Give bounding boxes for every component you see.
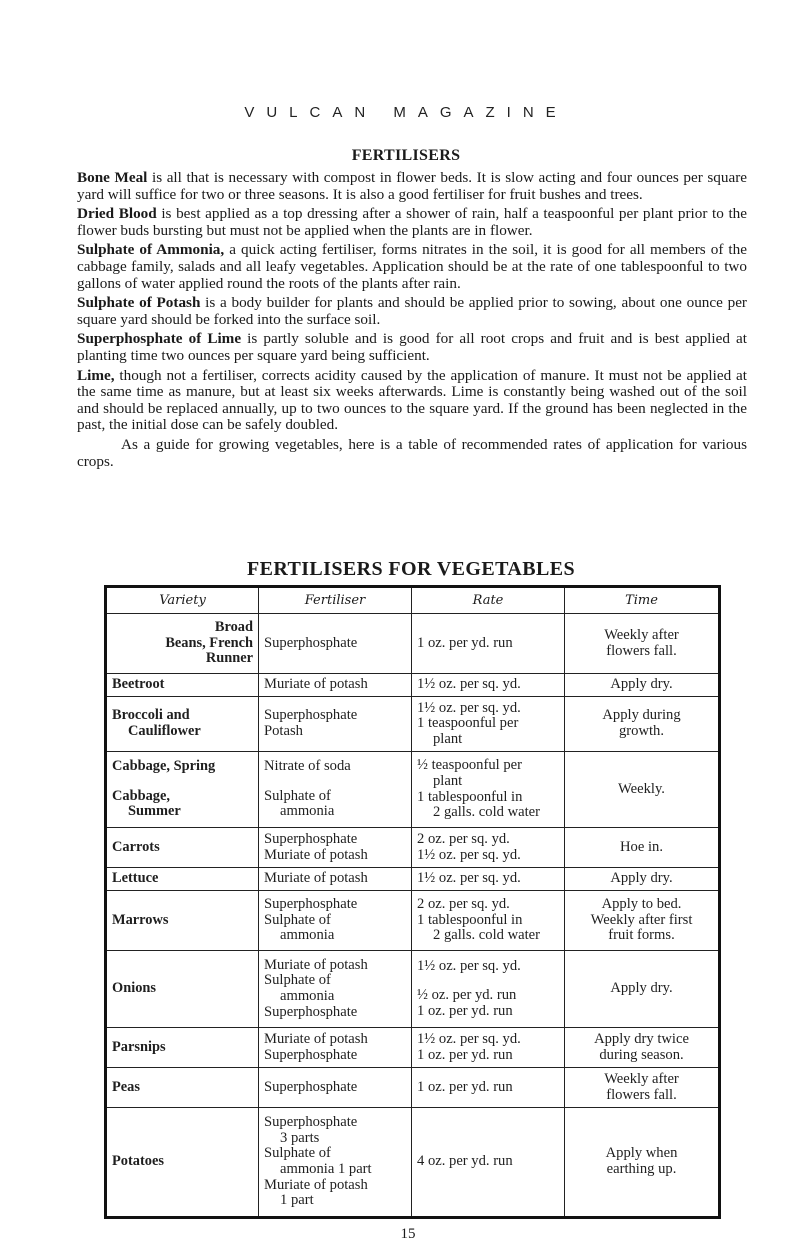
variety-cell: [106, 951, 259, 1028]
table-body: [106, 614, 720, 1218]
variety-line: Broad: [214, 619, 253, 636]
fertiliser-line: Potash: [264, 723, 303, 739]
fertiliser-cell: [259, 1068, 412, 1108]
fertiliser-line: Superphosphate: [264, 896, 358, 913]
fertiliser-cell: [259, 752, 412, 828]
variety-line: Peas: [112, 1078, 140, 1095]
table-title: FERTILISERS FOR VEGETABLES: [247, 558, 575, 580]
variety-line: Cabbage, Spring: [112, 758, 216, 775]
time-cell: [565, 951, 720, 1028]
table-header-row: [106, 587, 720, 614]
fertiliser-line: Muriate of potash: [264, 846, 368, 863]
fertiliser-cell: [259, 614, 412, 674]
table-row: [106, 1068, 720, 1108]
table-row: [106, 828, 720, 868]
rate-cell: [412, 868, 565, 891]
variety-cell: [106, 828, 259, 868]
fertiliser-line: Superphosphate: [264, 830, 358, 847]
paragraph-intro: As a guide for growing vegetables, here is a table of recommended rates of application for various crops.: [77, 435, 747, 470]
variety-line: Summer: [128, 803, 181, 820]
time-cell: [565, 752, 720, 828]
time-line: flowers fall.: [606, 642, 677, 659]
variety-cell: [106, 614, 259, 674]
variety-line: Beetroot: [112, 676, 165, 693]
fertiliser-line: ammonia: [280, 927, 335, 944]
variety-line: Onions: [112, 980, 156, 997]
fertiliser-cell: [259, 674, 412, 697]
variety-cell: [106, 1068, 259, 1108]
time-line: Apply when: [605, 1145, 678, 1162]
time-cell: [565, 1108, 720, 1218]
time-cell: [565, 828, 720, 868]
fertiliser-line: ammonia: [280, 803, 335, 820]
time-cell: [565, 697, 720, 752]
column-header-variety: Variety: [106, 587, 259, 614]
rate-cell: [412, 828, 565, 868]
rate-line: 1 teaspoonful per: [417, 715, 519, 732]
fertiliser-line: ammonia 1 part: [280, 1161, 372, 1177]
variety-line: Broccoli and: [112, 707, 190, 724]
paragraph-superphosphate: Superphosphate of Lime is partly soluble and is good for all root crops and fruit and is best applied at planting time two ounces per square yard being sufficient.: [77, 330, 748, 364]
rate-cell: [412, 1028, 565, 1068]
variety-line: Runner: [205, 650, 253, 667]
fertiliser-table: [104, 585, 721, 1219]
fertiliser-line: Superphosphate: [264, 1003, 358, 1020]
fertiliser-line: Muriate of potash: [264, 1176, 368, 1193]
time-line: Apply dry twice: [594, 1030, 689, 1047]
rate-line: 1 tablespoonful in: [417, 788, 523, 805]
rate-line: plant: [433, 772, 463, 789]
term: Sulphate of Ammonia,: [77, 241, 225, 259]
variety-cell: [106, 674, 259, 697]
term: Lime,: [77, 366, 115, 384]
table-row: [106, 1028, 720, 1068]
variety-cell: [106, 891, 259, 951]
rate-line: ½ teaspoonful per: [417, 757, 522, 774]
fertiliser-cell: [259, 828, 412, 868]
fertiliser-cell: [259, 951, 412, 1028]
rate-line: 1 oz. per yd. run: [417, 634, 513, 651]
fertiliser-line: Superphosphate: [264, 1078, 358, 1095]
fertiliser-cell: [259, 1028, 412, 1068]
time-cell: [565, 1068, 720, 1108]
term: Bone Meal: [77, 169, 148, 186]
time-line: Weekly after first: [590, 911, 693, 928]
fertiliser-line: Superphosphate: [264, 1046, 358, 1063]
fertiliser-cell: [259, 697, 412, 752]
variety-line: Beans, French: [165, 634, 253, 651]
article-title: FERTILISERS: [351, 147, 461, 164]
variety-cell: [106, 752, 259, 828]
paragraph-dried-blood: Dried Blood is best applied as a top dressing after a shower of rain, half a teaspoonful per plant prior to the flower buds bursting but must not be applied when the plants are in flower.: [77, 205, 747, 239]
paragraph-lime: Lime, though not a fertiliser, corrects acidity caused by the application of manure. It must not be applied at the same time as manure, but at least six weeks afterwards. Lime is constantly being washed out of the soil and should be replaced annually, up to two ounces to the square yard. If the ground has been neglected in the past, the initial dose can be safely doubled.: [77, 366, 747, 434]
page-number: 15: [400, 1226, 416, 1242]
variety-line: Lettuce: [112, 870, 159, 887]
fertiliser-line: Superphosphate: [264, 707, 358, 724]
rate-line: plant: [433, 730, 463, 747]
rate-line: 1½ oz. per sq. yd.: [417, 846, 521, 863]
fertiliser-table-container: [104, 585, 718, 1219]
time-cell: [565, 674, 720, 697]
variety-cell: [106, 697, 259, 752]
time-line: earthing up.: [606, 1161, 677, 1177]
fertiliser-line: Muriate of potash: [264, 1030, 368, 1047]
fertiliser-line: 3 parts: [280, 1129, 320, 1146]
table-row: [106, 951, 720, 1028]
variety-cell: [106, 1108, 259, 1218]
rate-line: 1½ oz. per sq. yd.: [417, 957, 521, 974]
rate-line: 1½ oz. per sq. yd.: [417, 699, 521, 716]
rate-line: 2 oz. per sq. yd.: [417, 830, 510, 847]
paragraph-sulphate-potash: Sulphate of Potash is a body builder for plants and should be applied prior to sowing, about one ounce per square yard should be forked into the surface soil.: [77, 294, 747, 328]
rate-line: ½ oz. per yd. run: [417, 987, 517, 1004]
time-line: Apply dry.: [610, 870, 673, 887]
time-line: growth.: [619, 723, 664, 739]
fertiliser-line: Superphosphate: [264, 634, 358, 651]
rate-line: 2 galls. cold water: [433, 927, 540, 944]
paragraph-sulphate-ammonia: Sulphate of Ammonia, a quick acting fertiliser, forms nitrates in the soil, it is good for all members of the cabbage family, salads and all leafy vegetables. Application should be at the rate of one tablespoonful to two gallons of water applied round the roots of the plants after rain.: [77, 241, 747, 292]
time-line: Weekly after: [604, 1070, 679, 1087]
rate-line: 2 oz. per sq. yd.: [417, 896, 510, 913]
time-line: Weekly after: [604, 626, 679, 643]
table-row: [106, 1108, 720, 1218]
variety-line: Marrows: [112, 911, 169, 928]
fertiliser-cell: [259, 1108, 412, 1218]
fertiliser-line: Sulphate of: [264, 787, 331, 804]
time-cell: [565, 891, 720, 951]
fertiliser-line: Muriate of potash: [264, 870, 368, 887]
paragraph-bone-meal: Bone Meal is all that is necessary with compost in flower beds. It is slow acting and four ounces per square yard will suffice for two or three seasons. It is also a good fertiliser for fruit bushes and trees.: [77, 169, 747, 203]
fertiliser-line: Sulphate of: [264, 972, 331, 989]
fertiliser-line: Sulphate of: [264, 1145, 331, 1162]
fertiliser-line: ammonia: [280, 988, 335, 1004]
time-line: fruit forms.: [608, 927, 675, 944]
rate-cell: [412, 951, 565, 1028]
fertiliser-cell: [259, 868, 412, 891]
term: Sulphate of Potash: [77, 294, 201, 312]
time-cell: [565, 614, 720, 674]
magazine-masthead: VULCAN MAGAZINE: [244, 104, 568, 121]
article-body: [77, 170, 747, 473]
fertiliser-line: Muriate of potash: [264, 956, 368, 973]
rate-line: 1 oz. per yd. run: [417, 1046, 513, 1063]
rate-line: 2 galls. cold water: [433, 804, 540, 821]
time-line: during season.: [599, 1046, 684, 1063]
time-line: Apply dry.: [610, 980, 673, 997]
table-row: [106, 614, 720, 674]
variety-cell: [106, 1028, 259, 1068]
fertiliser-line: Nitrate of soda: [264, 758, 351, 775]
term: Dried Blood: [77, 205, 157, 223]
variety-line: Carrots: [112, 838, 160, 855]
fertiliser-line: Muriate of potash: [264, 676, 368, 693]
variety-line: Cabbage,: [112, 787, 170, 804]
table-row: [106, 697, 720, 752]
rate-line: 1½ oz. per sq. yd.: [417, 676, 521, 693]
time-line: Apply dry.: [610, 676, 673, 693]
rate-cell: [412, 1108, 565, 1218]
rate-line: 1 tablespoonful in: [417, 911, 523, 928]
rate-cell: [412, 891, 565, 951]
rate-cell: [412, 697, 565, 752]
rate-cell: [412, 674, 565, 697]
fertiliser-line: Superphosphate: [264, 1114, 358, 1131]
term: Superphosphate of Lime: [77, 330, 242, 348]
fertiliser-cell: [259, 891, 412, 951]
rate-line: 4 oz. per yd. run: [417, 1153, 513, 1170]
rate-cell: [412, 614, 565, 674]
column-header-fertiliser: Fertiliser: [259, 587, 412, 614]
table-row: [106, 891, 720, 951]
time-line: Apply during: [602, 707, 681, 724]
variety-cell: [106, 868, 259, 891]
rate-line: 1 oz. per yd. run: [417, 1078, 513, 1095]
time-cell: [565, 1028, 720, 1068]
column-header-rate: Rate: [412, 587, 565, 614]
rate-line: 1½ oz. per sq. yd.: [417, 870, 521, 887]
rate-line: 1 oz. per yd. run: [417, 1002, 513, 1019]
time-line: flowers fall.: [606, 1086, 677, 1103]
fertiliser-line: Sulphate of: [264, 911, 331, 928]
column-header-time: Time: [565, 587, 720, 614]
fertiliser-line: 1 part: [280, 1192, 314, 1209]
time-cell: [565, 868, 720, 891]
time-line: Weekly.: [618, 780, 665, 797]
rate-line: 1½ oz. per sq. yd.: [417, 1030, 521, 1047]
table-row: [106, 752, 720, 828]
variety-line: Potatoes: [112, 1153, 164, 1170]
variety-line: Parsnips: [112, 1038, 166, 1055]
rate-cell: [412, 752, 565, 828]
rate-cell: [412, 1068, 565, 1108]
time-line: Apply to bed.: [601, 896, 682, 913]
variety-line: Cauliflower: [128, 723, 201, 739]
time-line: Hoe in.: [620, 838, 663, 855]
table-row: [106, 674, 720, 697]
table-row: [106, 868, 720, 891]
